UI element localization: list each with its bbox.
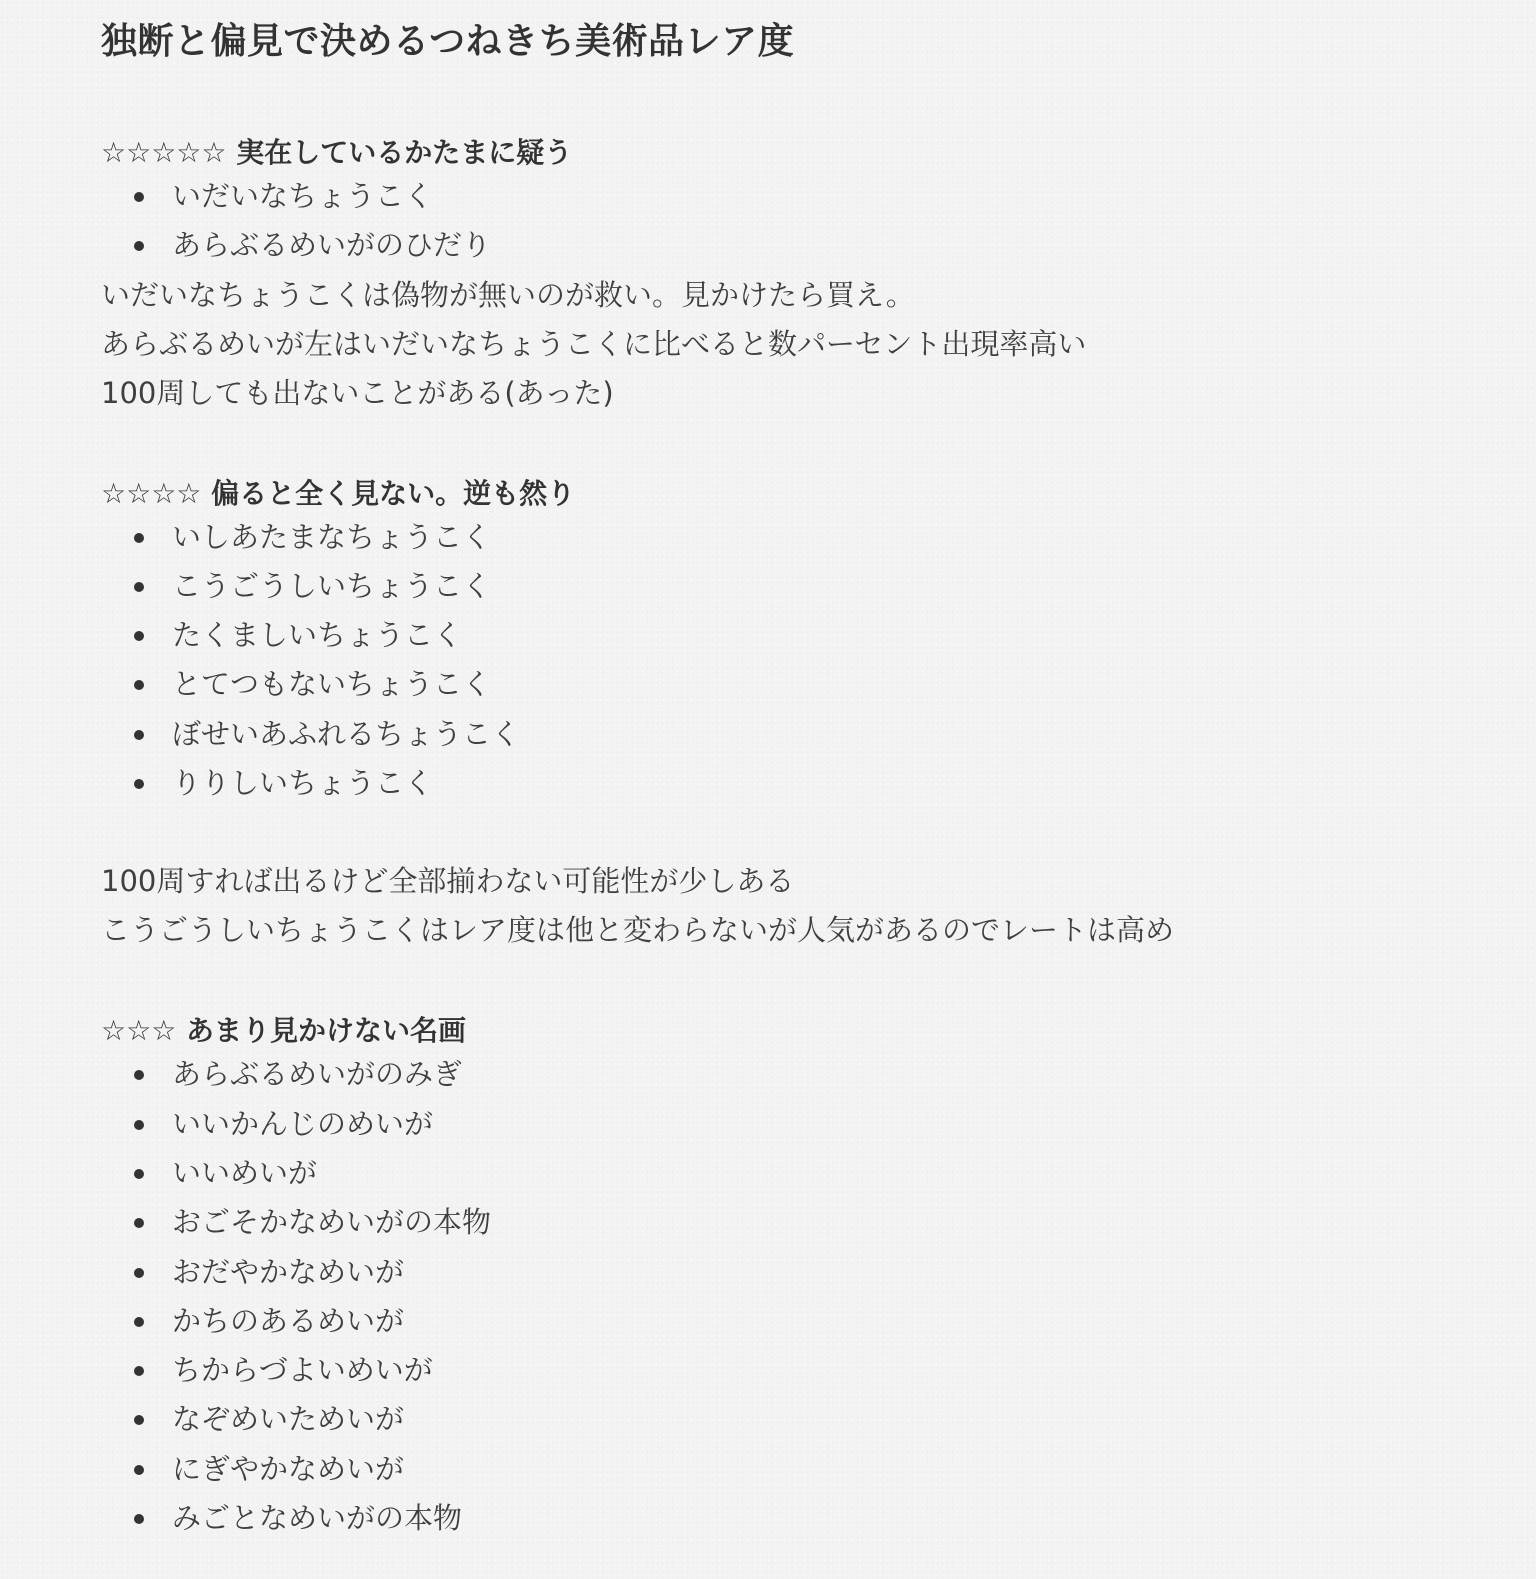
list-item: [101, 1297, 1501, 1346]
item-list: [101, 172, 1501, 271]
list-item: [101, 1494, 1501, 1543]
list-item: [101, 1198, 1501, 1247]
item-label: ちからづよいめいが: [172, 1353, 433, 1388]
list-item: [101, 1149, 1501, 1198]
item-label: たくましいちょうこく: [172, 618, 463, 653]
list-item: [101, 1050, 1501, 1099]
bullet-icon: [134, 582, 144, 592]
note-line: 100周しても出ないことがある(あった): [101, 375, 614, 410]
list-item: [101, 1248, 1501, 1297]
bullet-icon: [134, 631, 144, 641]
note-line: あらぶるめいが左はいだいなちょうこくに比べると数パーセント出現率高い: [101, 326, 1087, 361]
item-label: とてつもないちょうこく: [172, 667, 492, 702]
item-label: なぞめいためいが: [172, 1402, 405, 1437]
list-item: [101, 1445, 1501, 1494]
section-heading: ☆☆☆☆☆ 実在しているかたまに疑う: [101, 136, 573, 169]
bullet-icon: [134, 779, 144, 789]
bullet-icon: [134, 1218, 144, 1228]
list-item: [101, 1346, 1501, 1395]
bullet-icon: [134, 241, 144, 251]
list-item: [101, 221, 1501, 270]
item-label: かちのあるめいが: [172, 1303, 405, 1338]
bullet-icon: [134, 1268, 144, 1278]
list-item: [101, 562, 1501, 611]
bullet-icon: [134, 533, 144, 543]
item-label: りりしいちょうこく: [172, 766, 434, 801]
item-label: にぎやかなめいが: [172, 1451, 405, 1486]
bullet-icon: [134, 1317, 144, 1327]
bullet-icon: [134, 730, 144, 740]
item-label: いだいなちょうこく: [172, 179, 434, 213]
item-label: ぼせいあふれるちょうこく: [172, 716, 521, 751]
bullet-icon: [134, 1514, 144, 1524]
list-item: [101, 611, 1501, 660]
item-label: いいかんじのめいが: [172, 1106, 434, 1141]
bullet-icon: [134, 1169, 144, 1179]
list-item: [101, 759, 1501, 808]
bullet-icon: [134, 680, 144, 690]
section-heading: ☆☆☆☆ 偏ると全く見ない。逆も然り: [101, 476, 576, 510]
note-line: 100周すれば出るけど全部揃わない可能性が少しある: [101, 864, 795, 899]
item-label: おごそかなめいがの本物: [172, 1205, 492, 1240]
rarity-section-5-star: [101, 134, 1501, 418]
list-item: [101, 660, 1501, 709]
bullet-icon: [134, 1070, 144, 1080]
list-item: [101, 513, 1501, 562]
list-item: [101, 1395, 1501, 1444]
rarity-section-4-star: [101, 475, 1501, 956]
item-label: あらぶるめいがのひだり: [172, 228, 492, 263]
bullet-icon: [134, 1415, 144, 1425]
bullet-icon: [134, 192, 144, 202]
document-page: [101, 18, 1501, 1543]
bullet-icon: [134, 1366, 144, 1376]
section-heading: ☆☆☆ あまり見かけない名画: [101, 1014, 467, 1048]
item-list: [101, 1050, 1501, 1543]
item-label: あらぶるめいがのみぎ: [172, 1057, 463, 1092]
note-line: こうごうしいちょうこくはレア度は他と変わらないが人気があるのでレートは高め: [101, 913, 1175, 948]
item-label: いしあたまなちょうこく: [172, 519, 492, 554]
item-label: おだやかなめいが: [172, 1254, 405, 1289]
document-title: 独断と偏見で決めるつねきち美術品レア度: [101, 21, 795, 62]
item-label: こうごうしいちょうこく: [172, 568, 492, 603]
list-item: [101, 1100, 1501, 1149]
bullet-icon: [134, 1120, 144, 1130]
item-label: みごとなめいがの本物: [172, 1501, 463, 1536]
list-item: [101, 710, 1501, 759]
bullet-icon: [134, 1465, 144, 1475]
item-list: [101, 513, 1501, 809]
item-label: いいめいが: [172, 1155, 318, 1190]
note-line: いだいなちょうこくは偽物が無いのが救い。見かけたら買え。: [101, 277, 915, 312]
rarity-section-3-star: [101, 1012, 1501, 1543]
list-item: [101, 172, 1501, 221]
